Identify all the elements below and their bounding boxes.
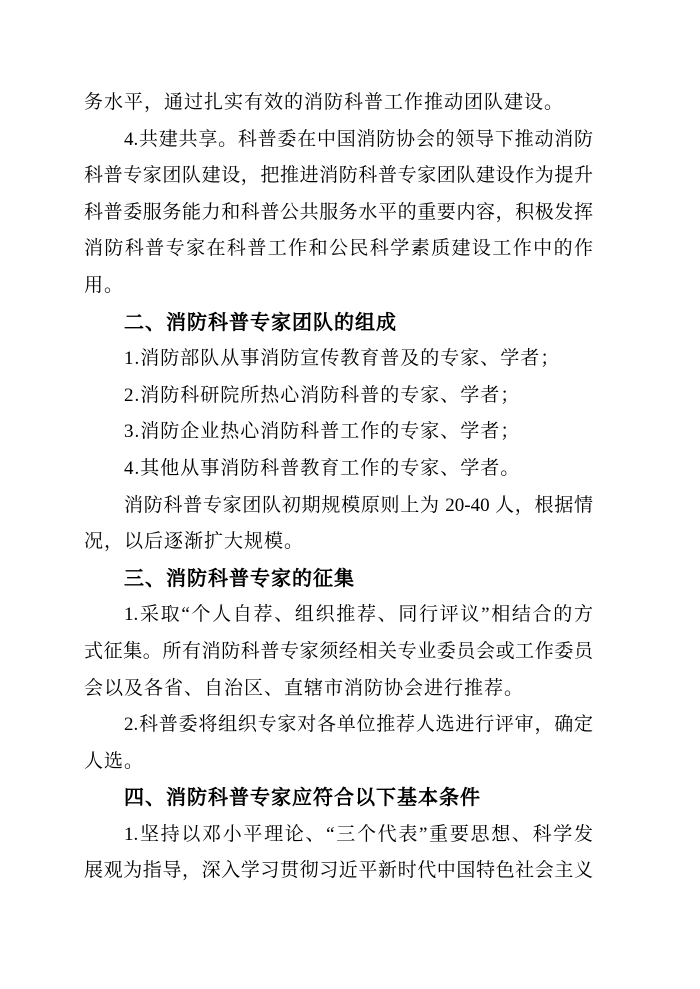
paragraph-line: 消防科普专家团队初期规模原则上为 20-40 人，根据情 (124, 494, 593, 516)
document-content (84, 85, 593, 890)
list-item: 3.消防企业热心消防科普工作的专家、学者； (124, 421, 521, 443)
paragraph-line: 科普专家团队建设，把推进消防科普专家团队建设作为提升 (84, 165, 593, 187)
paragraph-line: 式征集。所有消防科普专家须经相关专业委员会或工作委员 (84, 640, 593, 662)
paragraph-line: 务水平，通过扎实有效的消防科普工作推动团队建设。 (84, 92, 565, 113)
paragraph-line: 科普委服务能力和科普公共服务水平的重要内容，积极发挥 (84, 201, 593, 223)
paragraph-line: 用。 (84, 274, 125, 296)
paragraph-line: 人选。 (84, 750, 145, 772)
list-item: 4.其他从事消防科普教育工作的专家、学者。 (124, 457, 521, 479)
section-heading-expert-recruitment: 三、消防科普专家的征集 (124, 567, 355, 590)
list-item: 2.消防科研院所热心消防科普的专家、学者； (124, 384, 521, 406)
paragraph-line: 2.科普委将组织专家对各单位推荐人选进行评审，确定 (124, 714, 593, 736)
paragraph-line: 展观为指导，深入学习贯彻习近平新时代中国特色社会主义 (84, 860, 593, 882)
section-heading-team-composition: 二、消防科普专家团队的组成 (124, 311, 397, 334)
paragraph-line: 1.坚持以邓小平理论、“三个代表”重要思想、科学发 (124, 823, 593, 845)
list-item: 1.消防部队从事消防宣传教育普及的专家、学者； (124, 348, 561, 370)
paragraph-line: 会以及各省、自治区、直辖市消防协会进行推荐。 (84, 677, 525, 699)
paragraph-line: 4.共建共享。科普委在中国消防协会的领导下推动消防 (124, 128, 593, 150)
section-heading-basic-conditions: 四、消防科普专家应符合以下基本条件 (124, 787, 481, 810)
paragraph-line: 1.采取“个人自荐、组织推荐、同行评议”相结合的方 (124, 604, 593, 626)
paragraph-line: 消防科普专家在科普工作和公民科学素质建设工作中的作 (84, 238, 593, 260)
paragraph-line: 况，以后逐渐扩大规模。 (84, 531, 305, 553)
